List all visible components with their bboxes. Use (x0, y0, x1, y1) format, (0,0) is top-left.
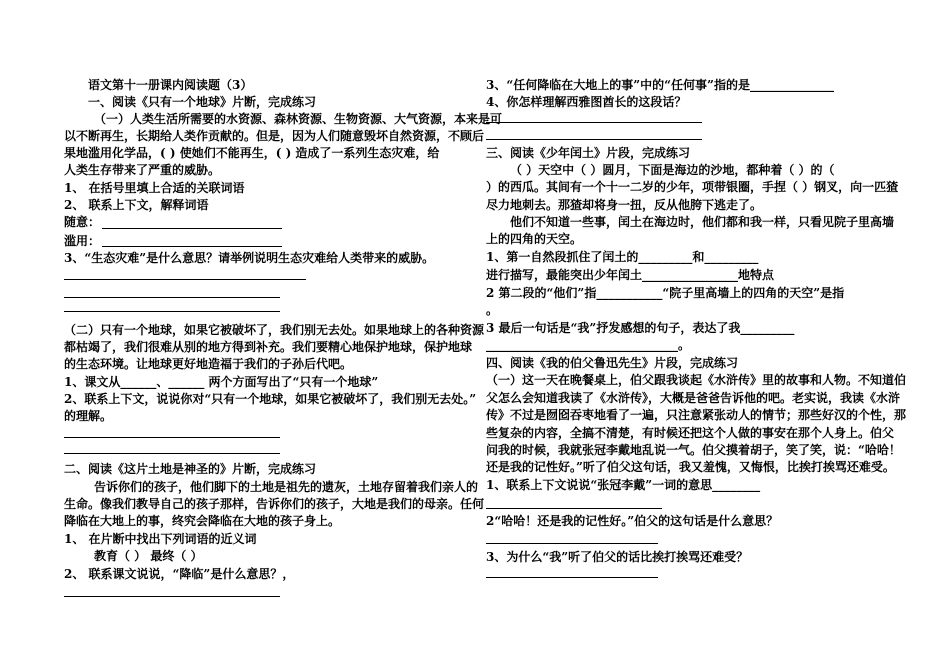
answer-line[interactable] (64, 311, 280, 312)
question-2-cont: 的理解。 (64, 409, 113, 423)
answer-line[interactable] (102, 246, 282, 247)
passage-line: （一）人类生活所需要的水资源、森林资源、生物资源、大气资源，本来是可 (94, 112, 503, 126)
answer-line[interactable] (486, 122, 702, 123)
answer-line[interactable] (64, 596, 280, 597)
word-label-suiyi: 随意： (64, 215, 101, 229)
passage-line: 人类生存带来了严重的威胁。 (64, 163, 221, 177)
passage-line: 告诉你们的孩子，他们脚下的土地是祖先的遗灰，土地存留着我们亲人的 (94, 480, 479, 494)
passage-line: 的生态环境。让地球更好地造福于我们的子孙后代吧。 (64, 357, 353, 371)
answer-line[interactable] (64, 437, 280, 438)
passage-line: 尽力地刺去。那猹却将身一扭，反从他胯下逃走了。 (486, 198, 763, 212)
passage-line: 果地滥用化学品，( ) 使她们不能再生，( ) 造成了一系列生态灾难，给 (64, 146, 440, 160)
answer-line[interactable] (486, 543, 658, 544)
question-1: 1、第一自然段抓住了闰土的_________和_________ (486, 250, 759, 264)
question-1: 1、 在片断中找出下列词语的近义词 (64, 532, 257, 546)
section-heading-2: 二、阅读《这片土地是神圣的》片断，完成练习 (64, 462, 317, 476)
passage-line: （二）只有一个地球，如果它被破坏了，我们别无去处。如果地球上的各种资源 (64, 323, 485, 337)
answer-line[interactable] (486, 139, 702, 140)
passage-line: 降临在大地上的事，终究会降临在大地的孩子身上。 (64, 514, 341, 528)
answer-line[interactable] (64, 297, 280, 298)
question-4: 4、你怎样理解西雅图酋长的这段话？ (486, 95, 687, 109)
passage-line: 上的四角的天空。 (486, 232, 583, 246)
passage-line: （ ）天空中（ ）圆月，下面是海边的沙地，都种着（ ）的（ (510, 163, 835, 177)
question-2: 2 第二段的“他们”指___________“院子里高墙上的四角的天空”是指 (486, 286, 845, 300)
word-label-lanyong: 滥用： (64, 234, 101, 248)
question-2-end: 。 (486, 303, 499, 317)
passage-line: 父怎么会知道我读了《水浒传》，大概是爸爸告诉他的吧。老实说，我读《水浒 (486, 391, 901, 405)
question-3: 3、“生态灾难”是什么意思？请举例说明生态灾难给人类带来的威胁。 (64, 251, 435, 265)
question-1: 1、课文从______、______ 两个方面写出了“只有一个地球” (64, 375, 379, 389)
question-1-cont: 进行描写，最能突出少年闰土________________地特点 (486, 268, 775, 282)
question-2: 2、 联系上下文，解释词语 (64, 198, 209, 212)
question-3: 3、“任何降临在大地上的事”中的“任何事”指的是______________ (486, 78, 834, 92)
question-3: 3 最后一句话是“我”抒发感想的句子，表达了我_________ (486, 321, 795, 335)
question-1: 1、联系上下文说说“张冠李戴”一词的意思________ (486, 478, 761, 492)
passage-line: 他们不知道一些事，闰土在海边时，他们都和我一样，只看见院子里高墙 (510, 215, 895, 229)
section-heading-3: 三、阅读《少年闰土》片段，完成练习 (486, 146, 691, 160)
passage-line: 些复杂的内容，全搞不清楚，有时候还把这个人做的事安在那个人身上。伯父 (486, 426, 895, 440)
passage-line: 都枯竭了，我们很难从别的地方得到补充。我们要精心地保护地球，保护地球 (64, 340, 473, 354)
worksheet-title: 语文第十一册课内阅读题（3） (88, 78, 253, 92)
answer-line[interactable] (486, 508, 662, 509)
passage-line: 生命。像我们教导自己的孩子那样，告诉你们的孩子，大地是我们的母亲。任何 (64, 497, 485, 511)
synonym-words: 教育（ ） 最终（ ） (94, 549, 203, 563)
question-3: 3、为什么“我”听了伯父的话比挨打挨骂还难受？ (486, 550, 749, 564)
section-heading-4: 四、阅读《我的伯父鲁迅先生》片段，完成练习 (486, 356, 739, 370)
question-2: 2、联系上下文，说说你对“只有一个地球，如果它被破坏了，我们别无去处。” (64, 392, 477, 406)
passage-line: （一）这一天在晚餐桌上，伯父跟我谈起《水浒传》里的故事和人物。不知道伯 (486, 373, 907, 387)
section-heading-1: 一、阅读《只有一个地球》片断，完成练习 (88, 95, 317, 109)
passage-line: 传》不过是囫囵吞枣地看了一遍，只注意紧张动人的情节；那些好汉的个性，那 (486, 408, 907, 422)
answer-line[interactable] (102, 228, 282, 229)
passage-line: 以不断再生，长期给人类作贡献的。但是，因为人们随意毁坏自然资源，不顾后 (64, 129, 485, 143)
passage-line: 还是我的记性好。”听了伯父这句话，我又羞愧，又悔恨，比挨打挨骂还难受。 (486, 460, 895, 474)
passage-line: 问我的时候，我就张冠李戴地乱说一气。伯父摸着胡子，笑了笑，说：“哈哈！ (486, 443, 901, 457)
answer-line[interactable] (64, 453, 280, 454)
passage-line: ）的西瓜。其间有一个十一二岁的少年，项带银圈，手捏（ ）钢叉，向一匹猹 (486, 180, 899, 194)
question-3-cont: ________________________________。 (486, 338, 691, 352)
answer-line[interactable] (64, 279, 306, 280)
answer-line[interactable] (486, 577, 658, 578)
question-2: 2“哈哈！还是我的记性好。”伯父的这句话是什么意思？ (486, 514, 779, 528)
question-1: 1、 在括号里填上合适的关联词语 (64, 181, 245, 195)
question-2: 2、 联系课文说说，“降临”是什么意思？， (64, 567, 295, 581)
